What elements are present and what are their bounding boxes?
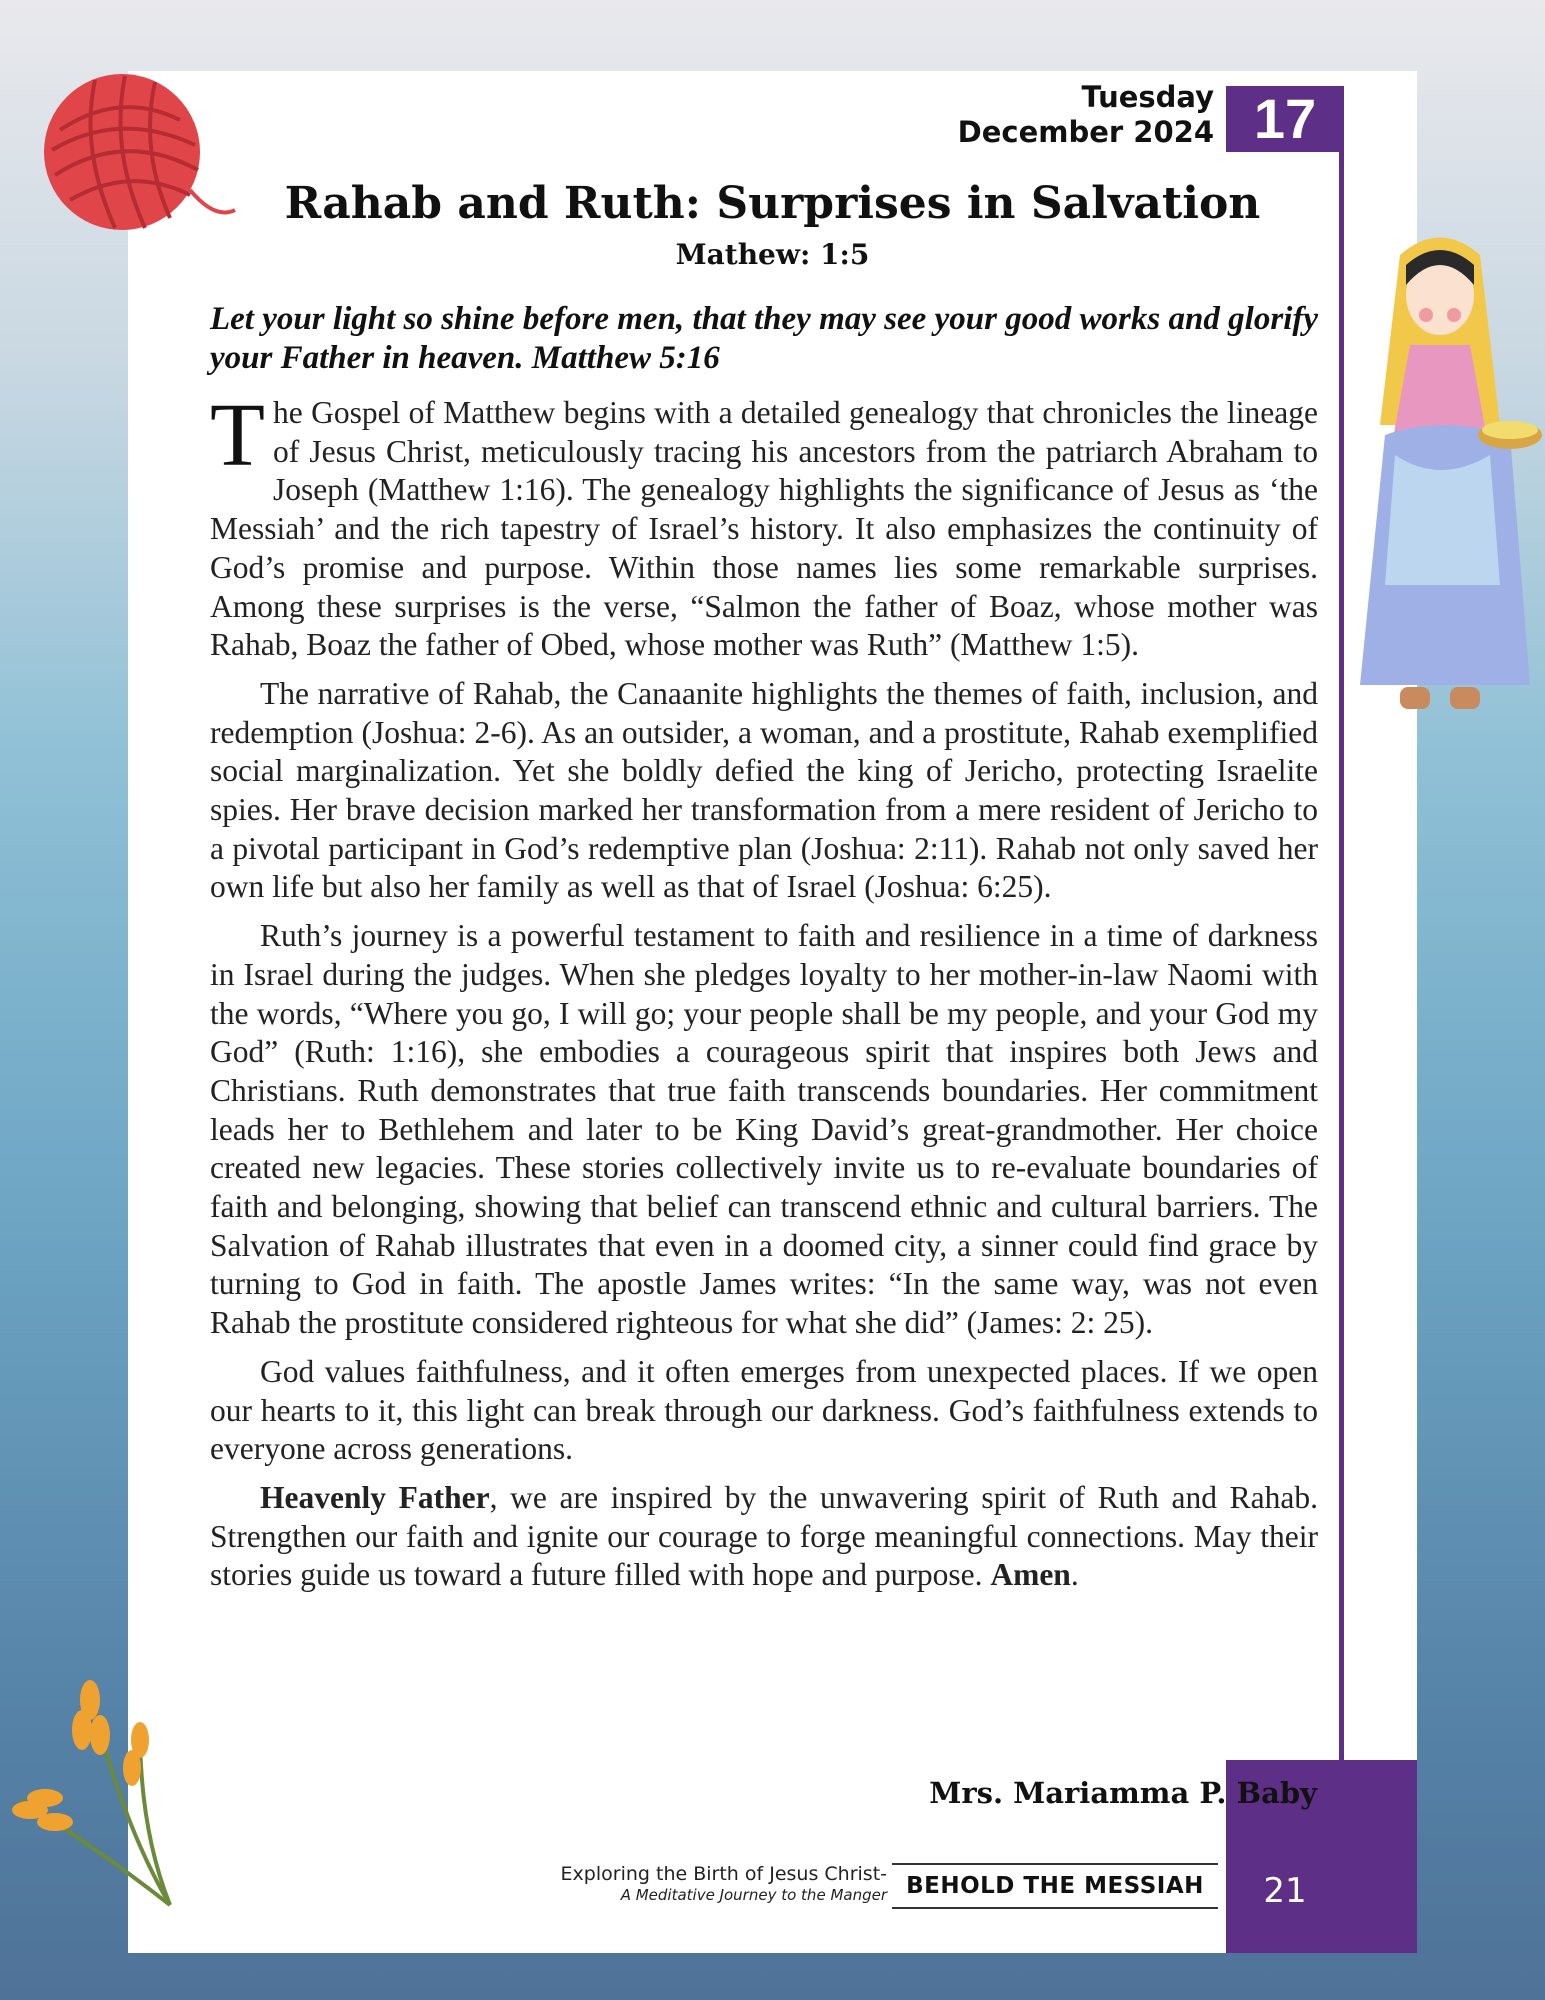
prayer-amen: Amen (990, 1557, 1071, 1593)
paragraph-2: The narrative of Rahab, the Canaanite highlights the themes of faith, inclusion, and redemption (Joshua: 2-6). As an outsider, a woman, and a prostitute, Rahab exemplified social marginalization. Yet she boldly defied the king of Jericho, protecting Israelite spies. Her brave decision marked her transformation from a mere resident of Jericho to a pivotal participant in God’s redemptive plan (Joshua: 2:11). Rahab not only saved her own life but also her family as well as that of Israel (Joshua: 6:25). (210, 675, 1318, 905)
article-body (210, 386, 1318, 1605)
month-year-label: December 2024 (957, 115, 1214, 149)
author-name: Mrs. Mariamma P. Baby (929, 1776, 1317, 1810)
book-title: BEHOLD THE MESSIAH (892, 1863, 1218, 1909)
prayer-end: . (1070, 1557, 1079, 1593)
dropcap: T (210, 386, 265, 485)
page-title: Rahab and Ruth: Surprises in Salvation (284, 178, 1261, 229)
woman-illustration (1340, 225, 1545, 745)
page-number: 21 (1263, 1871, 1307, 1911)
prayer-lead: Heavenly Father (260, 1479, 490, 1515)
key-verse: Let your light so shine before men, that they may see your good works and glorify your Father in heaven. Matthew 5:16 (210, 301, 1318, 376)
tagline-line-1: Exploring the Birth of Jesus Christ- (560, 1863, 887, 1885)
prayer-text: , we are inspired by the unwavering spirit of Ruth and Rahab. Strengthen our faith and ignite our courage to forge meaningful connections. May their stories guide us toward a future filled with hope and purpose. (210, 1479, 1318, 1593)
prayer-paragraph (210, 1479, 1318, 1595)
paragraph-1-text: he Gospel of Matthew begins with a detailed genealogy that chronicles the lineage of Jesus Christ, meticulously tracing his ancestors from the patriarch Abraham to Joseph (Matthew 1:16). The genealogy highlights the significance of Jesus as ‘the Messiah’ and the rich tapestry of Israel’s history. It also emphasizes the continuity of God’s promise and purpose. Within those names lies some remarkable surprises. Among these surprises is the verse, “Salmon the father of Boaz, whose mother was Rahab, Boaz the father of Obed, whose mother was Ruth” (Matthew 1:5). (210, 395, 1318, 663)
day-label: Tuesday (1081, 80, 1214, 114)
wheat-icon (0, 1650, 200, 1910)
paragraph-3: Ruth’s journey is a powerful testament to faith and resilience in a time of darkness in Israel during the judges. When she pledges loyalty to her mother-in-law Naomi with the words, “Where you go, I will go; your people shall be my people, and your God my God” (Ruth: 1:16), she embodies a courageous spirit that inspires both Jews and Christians. Ruth demonstrates that true faith transcends boundaries. Her commitment leads her to Bethlehem and later to be King David’s great-grandmother. Her choice created new legacies. These stories collectively invite us to re-evaluate boundaries of faith and belonging, showing that belief can transcend ethnic and cultural barriers. The Salvation of Rahab illustrates that even in a doomed city, a sinner could find grace by turning to God in faith. The apostle James writes: “In the same way, was not even Rahab the prostitute considered righteous for what she did” (James: 2: 25). (210, 918, 1318, 1341)
tagline-line-2: A Meditative Journey to the Manger (620, 1886, 887, 1904)
date-label (958, 80, 1214, 150)
footer-tagline (561, 1862, 887, 1904)
paragraph-1 (210, 386, 1318, 665)
scripture-reference: Mathew: 1:5 (675, 238, 870, 271)
date-number-badge: 17 (1226, 86, 1344, 152)
paragraph-4: God values faithfulness, and it often emerges from unexpected places. If we open our hearts to it, this light can break through our darkness. God’s faithfulness extends to everyone across generations. (210, 1353, 1318, 1467)
